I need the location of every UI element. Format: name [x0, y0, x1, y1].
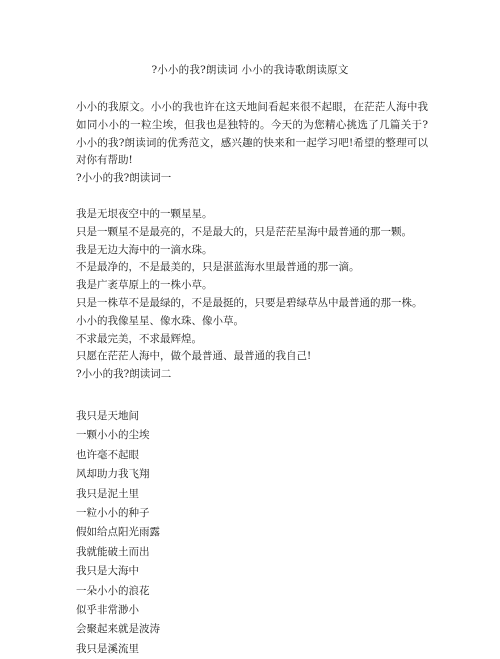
poem-section-1	[76, 206, 428, 366]
poem-line: 一颗小小的尘埃	[76, 429, 150, 442]
document-body	[76, 99, 428, 659]
poem-line: 只是一株草不是最绿的，不是最挺的，只要是碧绿草丛中最普通的那一株。	[76, 296, 423, 309]
poem-line: 只是一颗星不是最亮的，不是最大的，只是茫茫星海中最普通的那一颗。	[76, 225, 412, 238]
spacer	[76, 384, 428, 407]
poem-line: 一朵小小的浪花	[76, 584, 150, 597]
poem-line: 我是无边大海中的一滴水珠。	[76, 243, 213, 256]
spacer	[76, 188, 428, 206]
poem-line: 也许毫不起眼	[76, 448, 139, 461]
intro-paragraph: 小小的我原文。小小的我也许在这天地间看起来很不起眼，在茫茫人海中我如同小小的一粒尘埃，但我也是独特的。今天的为您精心挑选了几篇关于?小小的我?朗读词的优秀范文，感兴趣的快来和一起学习吧!希望的整理可以对你有帮助!	[76, 101, 428, 167]
poem-line: 我是广袤草原上的一株小草。	[76, 279, 213, 292]
poem-line: 不是最净的，不是最美的，只是湛蓝海水里最普通的那一滴。	[76, 261, 360, 274]
poem-line: 小小的我像星星、像水珠、像小草。	[76, 314, 244, 327]
poem-line: 我只是泥土里	[76, 487, 139, 500]
poem-line: 似乎非常渺小	[76, 604, 139, 617]
poem-line: 我只是天地间	[76, 409, 139, 422]
poem-line: 会聚起来就是波涛	[76, 623, 160, 636]
document-title: ?小小的我?朗读词 小小的我诗歌朗读原文	[151, 64, 349, 76]
poem-line: 假如给点阳光雨露	[76, 526, 160, 539]
poem-line: 风却助力我飞翔	[76, 468, 150, 481]
poem-line: 我就能破土而出	[76, 545, 150, 558]
poem-line: 不求最完美，不求最辉煌。	[76, 332, 202, 345]
section-heading-1: ?小小的我?朗读词一	[76, 172, 172, 185]
poem-line: 我只是溪流里	[76, 642, 139, 655]
poem-line: 只愿在茫茫人海中，做个最普通、最普通的我自己!	[76, 350, 312, 363]
section-heading-2: ?小小的我?朗读词二	[76, 368, 172, 381]
poem-line: 我是无垠夜空中的一颗星星。	[76, 207, 213, 220]
poem-line: 我只是大海中	[76, 565, 139, 578]
poem-section-2	[76, 407, 428, 659]
poem-line: 一粒小小的种子	[76, 506, 150, 519]
